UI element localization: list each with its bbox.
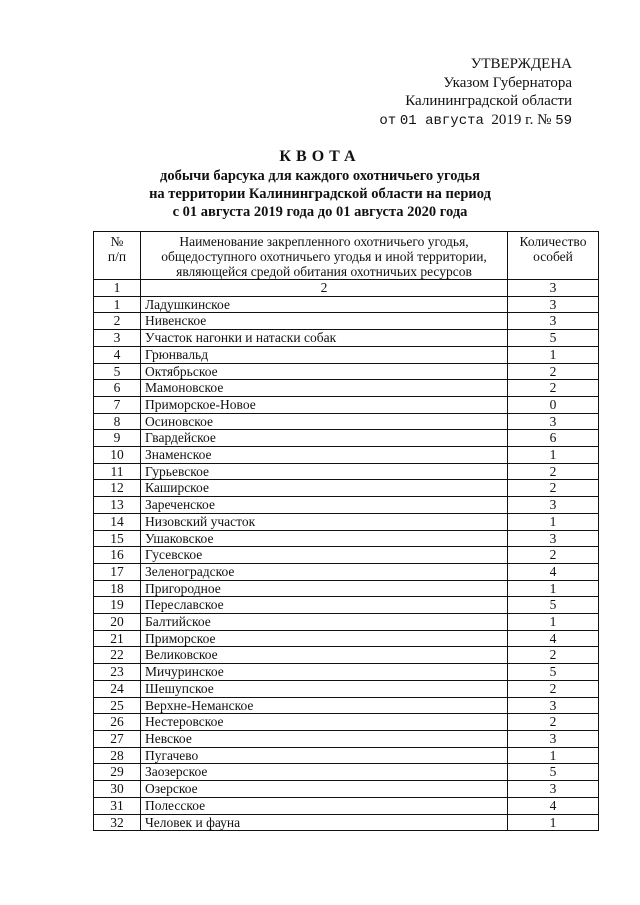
table-row [94, 764, 599, 781]
row-number: 29 [94, 764, 141, 781]
hunting-ground-name: Мамоновское [141, 380, 508, 397]
approval-date-line [379, 111, 572, 131]
table-header-row [94, 232, 599, 280]
hunting-ground-name: Зареченское [141, 497, 508, 514]
table-row [94, 313, 599, 330]
quota-count: 3 [508, 296, 599, 313]
hunting-ground-name: Невское [141, 730, 508, 747]
table-row [94, 563, 599, 580]
quota-table [93, 231, 599, 831]
index-cell: 2 [141, 280, 508, 297]
quota-count: 2 [508, 547, 599, 564]
quota-count: 5 [508, 664, 599, 681]
approval-line-1: УТВЕРЖДЕНА [470, 56, 572, 72]
table-row [94, 580, 599, 597]
row-number: 8 [94, 413, 141, 430]
row-number: 3 [94, 330, 141, 347]
row-number: 31 [94, 797, 141, 814]
quota-count: 4 [508, 797, 599, 814]
row-number: 24 [94, 680, 141, 697]
hunting-ground-name: Шешупское [141, 680, 508, 697]
quota-count: 3 [508, 530, 599, 547]
quota-count: 1 [508, 747, 599, 764]
table-row [94, 463, 599, 480]
table-body [94, 280, 599, 831]
quota-count: 2 [508, 680, 599, 697]
hunting-ground-name: Зеленоградское [141, 563, 508, 580]
row-number: 26 [94, 714, 141, 731]
table-row [94, 697, 599, 714]
hunting-ground-name: Нестеровское [141, 714, 508, 731]
hunting-ground-name: Участок нагонки и натаски собак [141, 330, 508, 347]
row-number: 6 [94, 380, 141, 397]
quota-count: 4 [508, 563, 599, 580]
table-row [94, 380, 599, 397]
title-line-2: на территории Калининградской области на период [149, 186, 491, 202]
hunting-ground-name: Приморское [141, 630, 508, 647]
quota-count: 2 [508, 480, 599, 497]
quota-count: 0 [508, 396, 599, 413]
title-line-3: с 01 августа 2019 года до 01 августа 2020 года [172, 204, 468, 220]
quota-count: 1 [508, 513, 599, 530]
hunting-ground-name: Ладушкинское [141, 296, 508, 313]
date-prefix: от [379, 112, 397, 129]
row-number: 15 [94, 530, 141, 547]
index-cell: 3 [508, 280, 599, 297]
title-main: КВОТА [279, 148, 361, 165]
row-number: 21 [94, 630, 141, 647]
hunting-ground-name: Полесское [141, 797, 508, 814]
hunting-ground-name: Приморское-Новое [141, 396, 508, 413]
row-number: 16 [94, 547, 141, 564]
hunting-ground-name: Переславское [141, 597, 508, 614]
hunting-ground-name: Гвардейское [141, 430, 508, 447]
table-row [94, 430, 599, 447]
row-number: 9 [94, 430, 141, 447]
quota-count: 1 [508, 814, 599, 831]
index-cell: 1 [94, 280, 141, 297]
quota-count: 3 [508, 730, 599, 747]
quota-count: 2 [508, 647, 599, 664]
quota-count: 2 [508, 380, 599, 397]
row-number: 28 [94, 747, 141, 764]
hunting-ground-name: Октябрьское [141, 363, 508, 380]
row-number: 32 [94, 814, 141, 831]
row-number: 11 [94, 463, 141, 480]
hunting-ground-name: Гусевское [141, 547, 508, 564]
hunting-ground-name: Заозерское [141, 764, 508, 781]
table-row [94, 680, 599, 697]
table-row [94, 363, 599, 380]
header-name: Наименование закрепленного охотничьего угодья, общедоступного охотничьего угодья и иной территории, являющейся средой обитания охотничьих ресурсов [141, 232, 508, 280]
table-row [94, 597, 599, 614]
quota-count: 3 [508, 697, 599, 714]
hunting-ground-name: Грюнвальд [141, 346, 508, 363]
hunting-ground-name: Балтийское [141, 614, 508, 631]
hunting-ground-name: Ушаковское [141, 530, 508, 547]
approval-line-3: Калининградской области [405, 93, 572, 109]
hunting-ground-name: Пугачево [141, 747, 508, 764]
row-number: 13 [94, 497, 141, 514]
table-row [94, 530, 599, 547]
table-row [94, 413, 599, 430]
row-number: 25 [94, 697, 141, 714]
hunting-ground-name: Нивенское [141, 313, 508, 330]
quota-count: 3 [508, 313, 599, 330]
hunting-ground-name: Великовское [141, 647, 508, 664]
quota-count: 1 [508, 346, 599, 363]
table-row [94, 547, 599, 564]
hunting-ground-name: Низовский участок [141, 513, 508, 530]
quota-count: 5 [508, 764, 599, 781]
date-day: 01 августа [399, 112, 484, 129]
index-row [94, 280, 599, 297]
table-row [94, 730, 599, 747]
table-row [94, 346, 599, 363]
row-number: 12 [94, 480, 141, 497]
table-row [94, 797, 599, 814]
hunting-ground-name: Знаменское [141, 447, 508, 464]
document-title [0, 147, 640, 221]
approval-line-2: Указом Губернатора [443, 74, 572, 91]
table-row [94, 630, 599, 647]
row-number: 5 [94, 363, 141, 380]
table-row [94, 330, 599, 347]
table-row [94, 714, 599, 731]
quota-count: 3 [508, 497, 599, 514]
hunting-ground-name: Человек и фауна [141, 814, 508, 831]
table-row [94, 513, 599, 530]
hunting-ground-name: Пригородное [141, 580, 508, 597]
table-row [94, 747, 599, 764]
table-row [94, 396, 599, 413]
quota-count: 2 [508, 463, 599, 480]
quota-count: 1 [508, 580, 599, 597]
row-number: 20 [94, 614, 141, 631]
hunting-ground-name: Каширское [141, 480, 508, 497]
table-row [94, 447, 599, 464]
row-number: 22 [94, 647, 141, 664]
hunting-ground-name: Верхне-Неманское [141, 697, 508, 714]
table-row [94, 296, 599, 313]
quota-count: 3 [508, 413, 599, 430]
quota-count: 1 [508, 614, 599, 631]
hunting-ground-name: Озерское [141, 781, 508, 798]
table-row [94, 497, 599, 514]
quota-count: 3 [508, 781, 599, 798]
hunting-ground-name: Гурьевское [141, 463, 508, 480]
row-number: 10 [94, 447, 141, 464]
hunting-ground-name: Мичуринское [141, 664, 508, 681]
quota-count: 2 [508, 714, 599, 731]
hunting-ground-name: Осиновское [141, 413, 508, 430]
row-number: 18 [94, 580, 141, 597]
approval-stamp [379, 55, 572, 130]
row-number: 14 [94, 513, 141, 530]
row-number: 27 [94, 730, 141, 747]
decree-number: 59 [555, 112, 572, 129]
table-row [94, 647, 599, 664]
table-row [94, 614, 599, 631]
quota-count: 6 [508, 430, 599, 447]
quota-count: 1 [508, 447, 599, 464]
header-num: № п/п [94, 232, 141, 280]
row-number: 7 [94, 396, 141, 413]
header-qty: Количество особей [508, 232, 599, 280]
row-number: 19 [94, 597, 141, 614]
row-number: 17 [94, 563, 141, 580]
row-number: 4 [94, 346, 141, 363]
table-row [94, 781, 599, 798]
table-row [94, 814, 599, 831]
date-year: 2019 г. № [491, 111, 552, 128]
table-row [94, 480, 599, 497]
row-number: 2 [94, 313, 141, 330]
row-number: 23 [94, 664, 141, 681]
row-number: 30 [94, 781, 141, 798]
row-number: 1 [94, 296, 141, 313]
title-line-1: добычи барсука для каждого охотничьего угодья [160, 168, 480, 184]
quota-count: 4 [508, 630, 599, 647]
quota-count: 2 [508, 363, 599, 380]
table-row [94, 664, 599, 681]
quota-count: 5 [508, 330, 599, 347]
quota-count: 5 [508, 597, 599, 614]
